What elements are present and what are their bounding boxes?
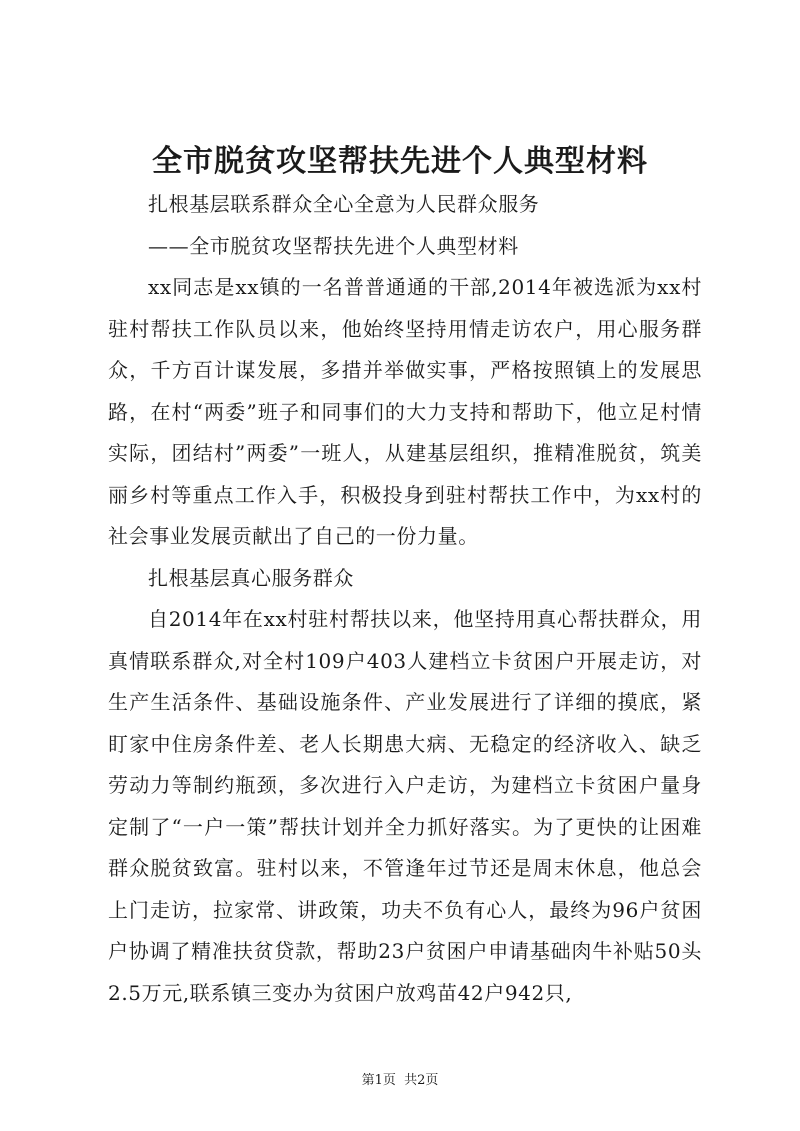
document-body [108,184,702,1014]
body-paragraph: xx同志是xx镇的一名普普通通的干部,2014年被选派为xx村驻村帮扶工作队员以来，他始终坚持用情走访农户，用心服务群众，千方百计谋发展，多措并举做实事，严格按照镇上的发展思路，在村“两委”班子和同事们的大力支持和帮助下，他立足村情实际，团结村”两委”一班人，从建基层组织，推精准脱贫，筑美丽乡村等重点工作入手，积极投身到驻村帮扶工作中，为xx村的社会事业发展贡献出了自己的一份力量。 [108,275,702,548]
subtitle-dash-line: ——全市脱贫攻坚帮扶先进个人典型材料 [148,233,519,258]
page-number: 第1页 [361,1073,396,1088]
page-total: 共2页 [404,1073,439,1088]
subtitle-line: 扎根基层联系群众全心全意为人民群众服务 [148,192,540,216]
document-title: 全市脱贫攻坚帮扶先进个人典型材料 [152,144,648,179]
body-paragraph: 自2014年在xx村驻村帮扶以来，他坚持用真心帮扶群众，用真情联系群众,对全村109户403人建档立卡贫困户开展走访，对生产生活条件、基础设施条件、产业发展进行了详细的摸底，紧盯家中住房条件差、老人长期患大病、无稳定的经济收入、缺乏劳动力等制约瓶颈，多次进行入户走访，为建档立卡贫困户量身定制了“一户一策”帮扶计划并全力抓好落实。为了更快的让困难群众脱贫致富。驻村以来，不管逢年过节还是周末休息，他总会上门走访，拉家常、讲政策，功夫不负有心人，最终为96户贫困户协调了精准扶贫贷款，帮助23户贫困户申请基础肉牛补贴50头2.5万元,联系镇三变办为贫困户放鸡苗42户942只, [108,607,702,1005]
page-footer [0,1071,800,1091]
section-heading: 扎根基层真心服务群众 [148,565,354,590]
